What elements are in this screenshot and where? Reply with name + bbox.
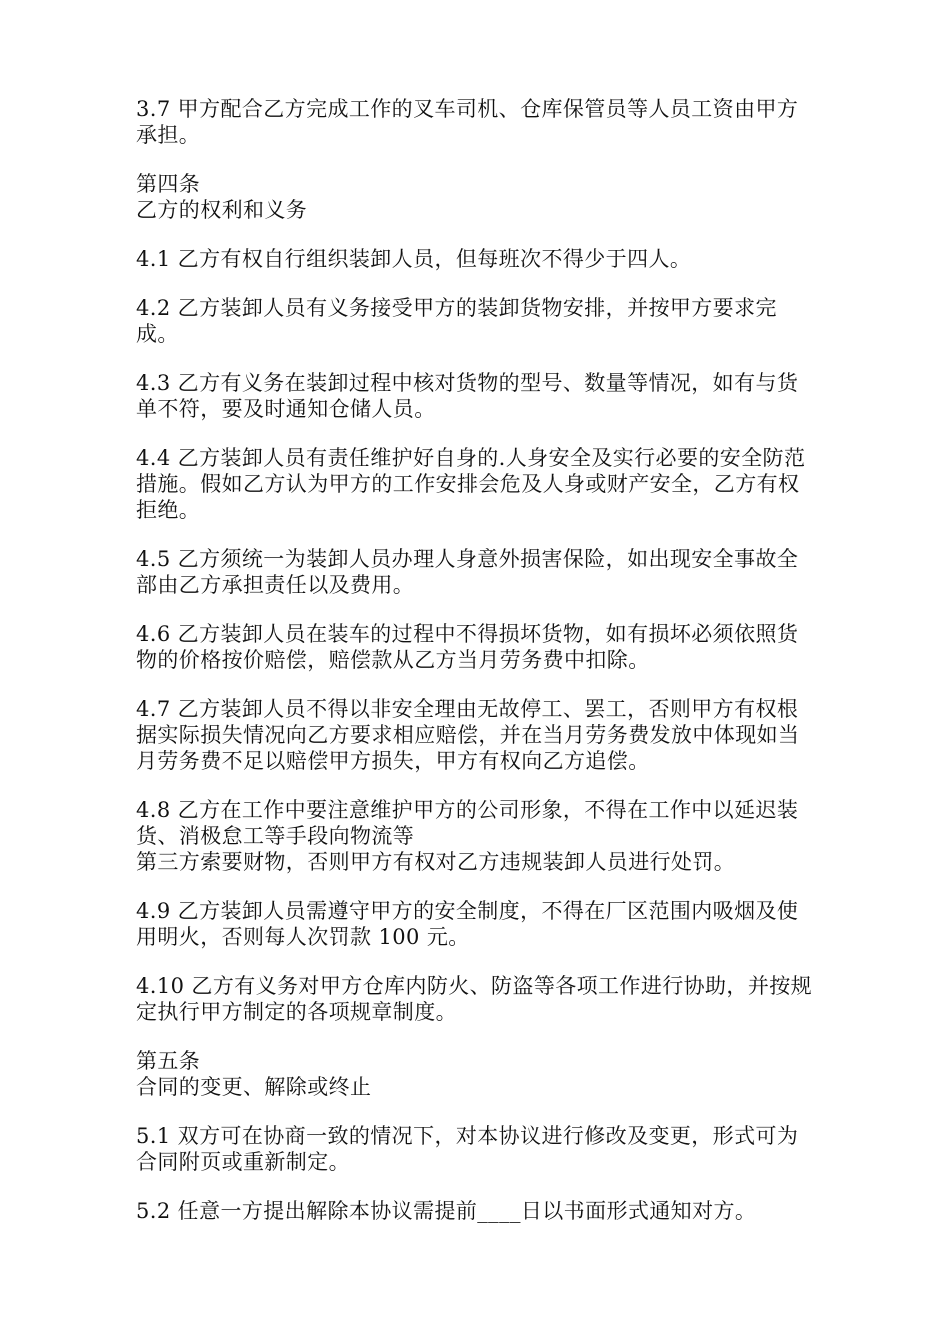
clause-4-6: 4.6 乙方装卸人员在装车的过程中不得损坏货物，如有损坏必须依照货物的价格按价赔偿，赔偿款从乙方当月劳务费中扣除。 <box>136 622 799 672</box>
clause-4-3: 4.3 乙方有义务在装卸过程中核对货物的型号、数量等情况，如有与货单不符，要及时通知仓储人员。 <box>136 371 799 421</box>
clause-4-7: 4.7 乙方装卸人员不得以非安全理由无故停工、罢工，否则甲方有权根据实际损失情况向乙方要求相应赔偿，并在当月劳务费发放中体现如当月劳务费不足以赔偿甲方损失，甲方有权向乙方追偿。 <box>136 697 800 773</box>
article-number: 第四条 <box>136 172 201 196</box>
article-number: 第五条 <box>136 1049 201 1073</box>
clause-4-1: 4.1 乙方有权自行组织装卸人员，但每班次不得少于四人。 <box>136 247 692 271</box>
clause-5-1: 5.1 双方可在协商一致的情况下，对本协议进行修改及变更，形式可为合同附页或重新制定。 <box>136 1124 799 1174</box>
clause-4-10: 4.10 乙方有义务对甲方仓库内防火、防盗等各项工作进行协助，并按规定执行甲方制定的各项规章制度。 <box>136 974 813 1024</box>
clause-5-2: 5.2 任意一方提出解除本协议需提前____日以书面形式通知对方。 <box>136 1199 757 1223</box>
article-title: 乙方的权利和义务 <box>136 198 308 222</box>
document-body <box>136 96 816 1247</box>
clause-4-8: 4.8 乙方在工作中要注意维护甲方的公司形象，不得在工作中以延迟装货、消极怠工等手段向物流等 第三方索要财物，否则甲方有权对乙方违规装卸人员进行处罚。 <box>136 798 799 874</box>
clause-3-7: 3.7 甲方配合乙方完成工作的叉车司机、仓库保管员等人员工资由甲方承担。 <box>136 97 799 147</box>
clause-4-2: 4.2 乙方装卸人员有义务接受甲方的装卸货物安排，并按甲方要求完成。 <box>136 296 777 346</box>
clause-4-4: 4.4 乙方装卸人员有责任维护好自身的.人身安全及实行必要的安全防范措施。假如乙方认为甲方的工作安排会危及人身或财产安全，乙方有权拒绝。 <box>136 446 806 522</box>
article-title: 合同的变更、解除或终止 <box>136 1075 372 1099</box>
article-4-heading <box>136 171 816 223</box>
article-5-heading <box>136 1048 816 1100</box>
clause-4-9: 4.9 乙方装卸人员需遵守甲方的安全制度，不得在厂区范围内吸烟及使用明火，否则每人次罚款 100 元。 <box>136 899 799 949</box>
clause-4-5: 4.5 乙方须统一为装卸人员办理人身意外损害保险，如出现安全事故全部由乙方承担责任以及费用。 <box>136 547 799 597</box>
